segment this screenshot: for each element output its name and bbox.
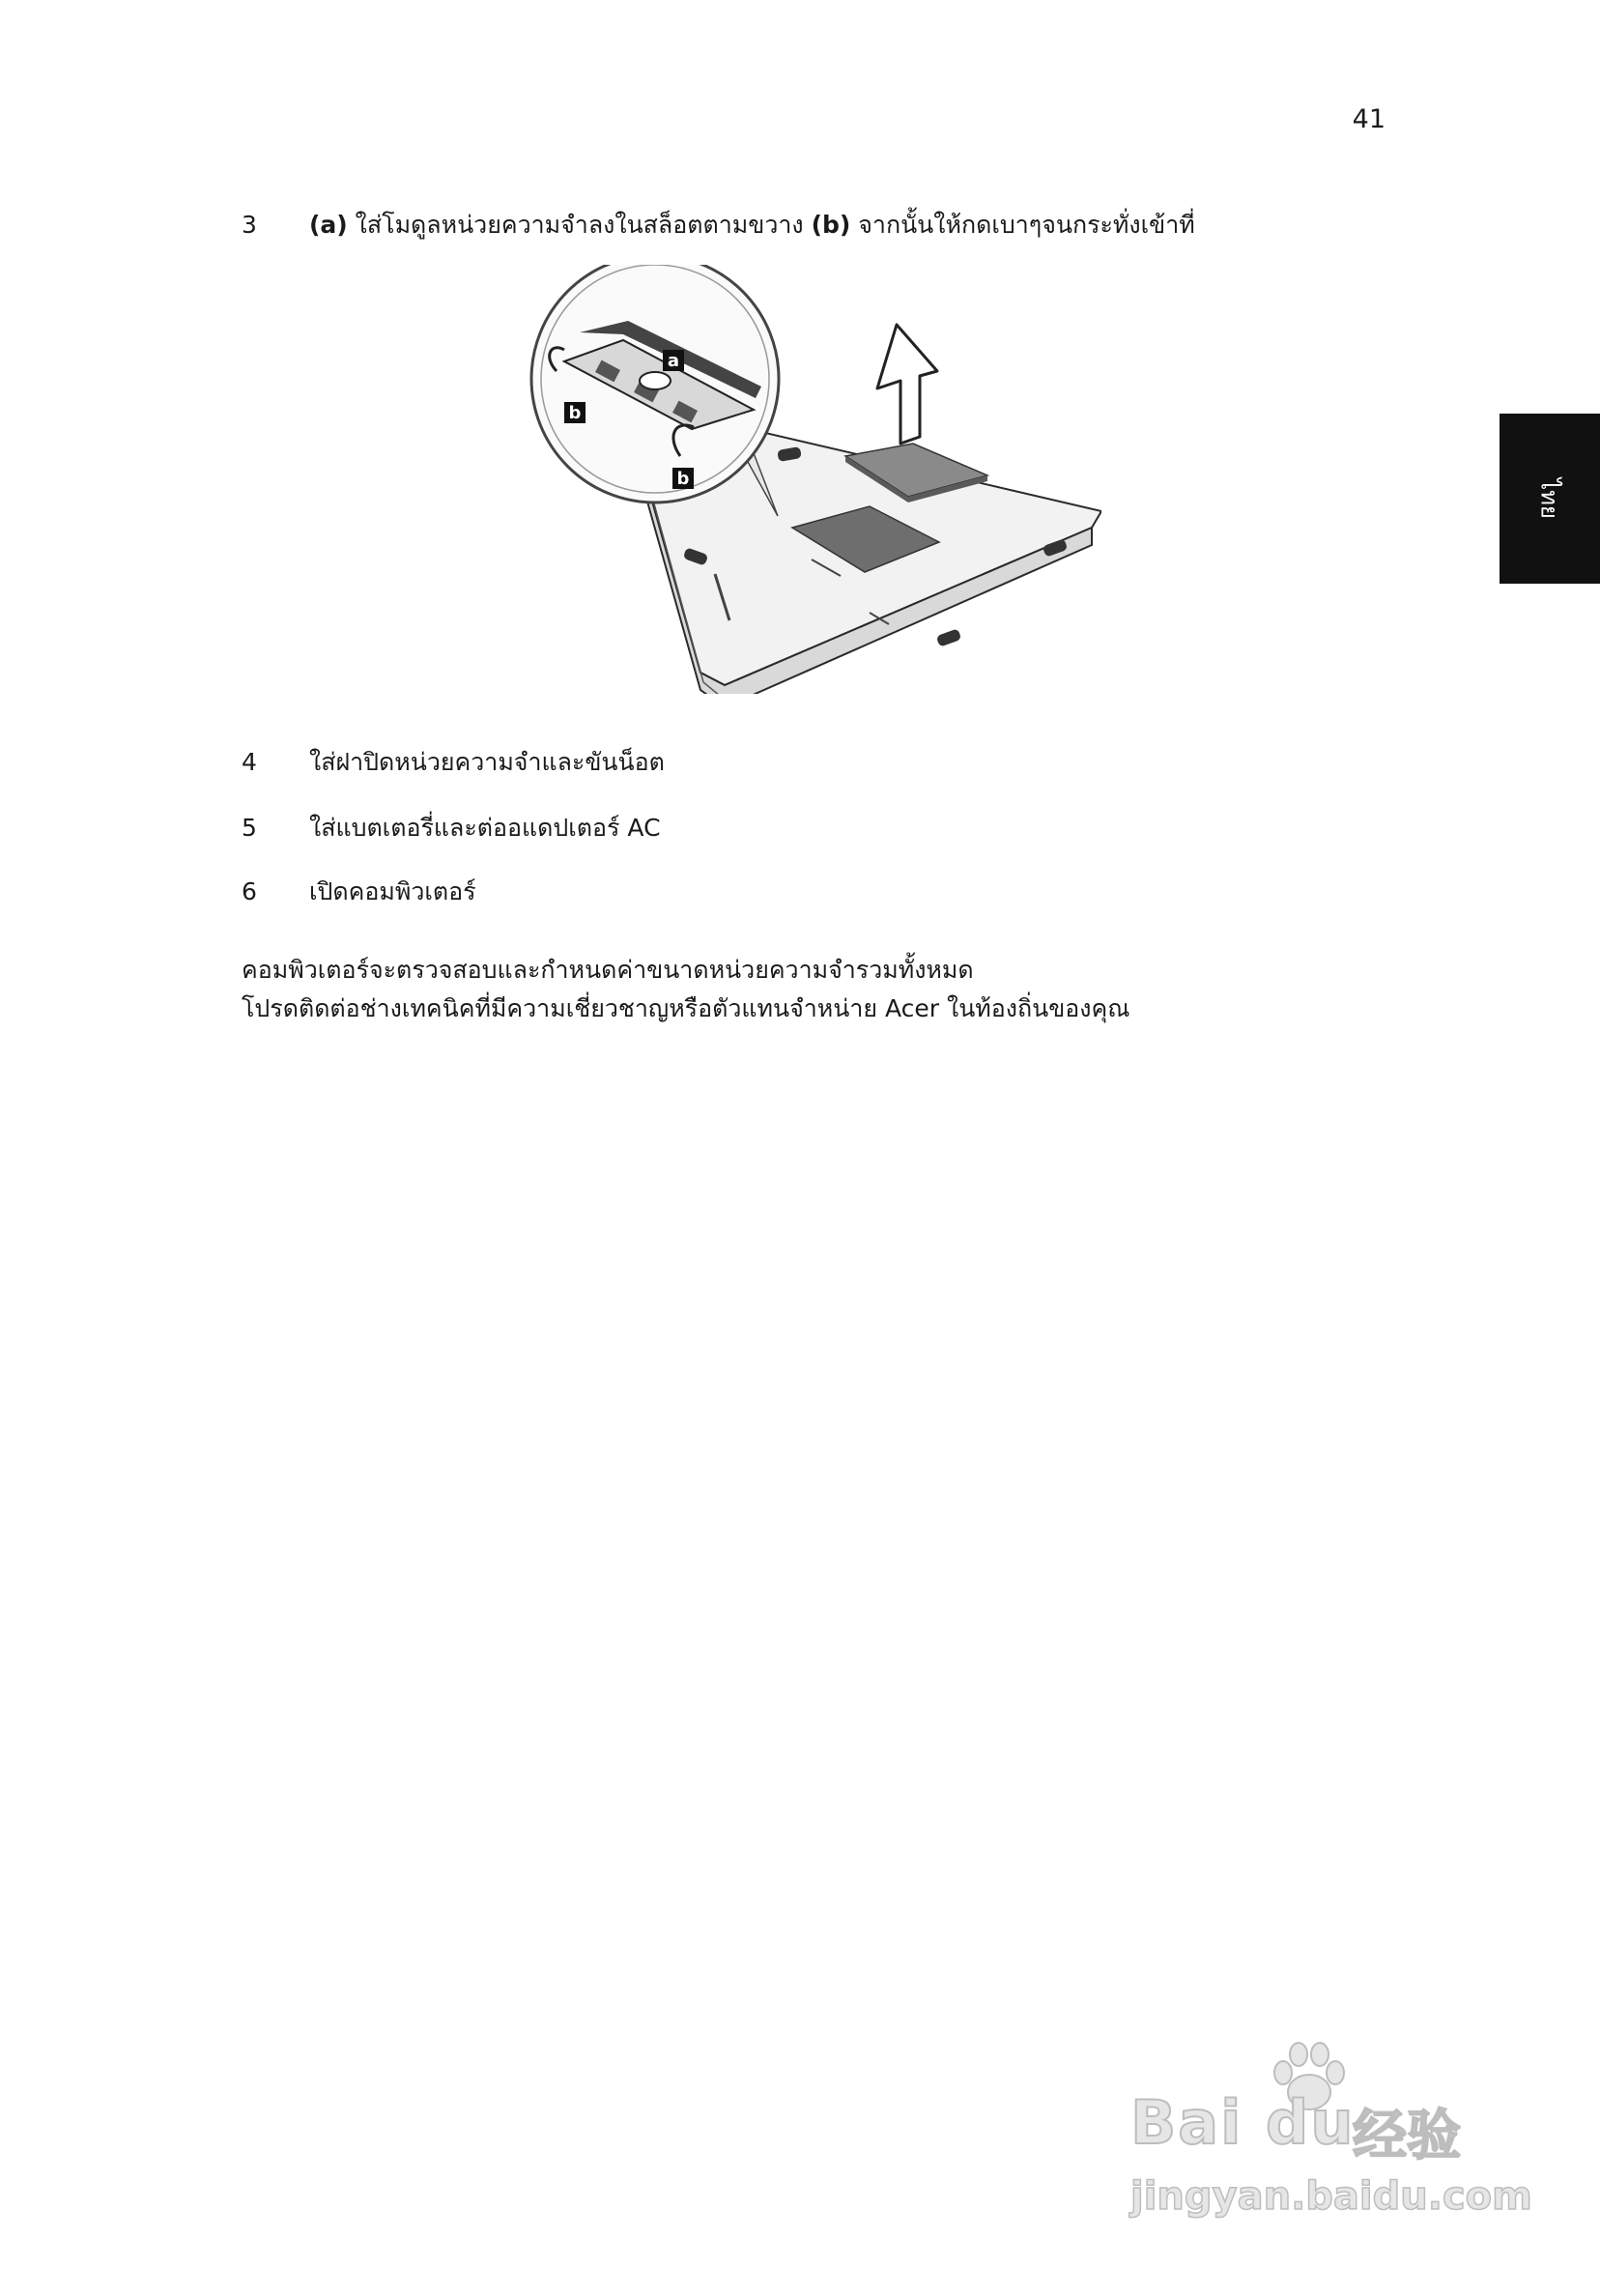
memory-install-illustration	[522, 265, 1101, 694]
step-text: เปิดคอมพิวเตอร์	[309, 877, 476, 905]
note-paragraph	[242, 951, 1129, 1028]
svg-text:a: a	[667, 351, 680, 371]
step-text-b: จากนั้นให้กดเบาๆจนกระทั่งเข้าที่	[850, 211, 1195, 239]
label-a: (a)	[309, 211, 348, 239]
svg-text:b: b	[676, 469, 690, 489]
language-tab-label: ไทย	[1535, 478, 1563, 519]
step-number: 5	[242, 814, 257, 842]
svg-text:b: b	[568, 403, 582, 423]
callout-b-left	[564, 402, 586, 423]
step-number: 4	[242, 748, 257, 776]
language-tab	[1500, 414, 1600, 584]
watermark-url: jingyan.baidu.com	[1130, 2174, 1532, 2219]
note-line-2: โปรดติดต่อช่างเทคนิคที่มีความเชี่ยวชาญหรือตัวแทนจำหน่าย Acer ในท้องถิ่นของคุณ	[242, 994, 1130, 1022]
note-line-1: คอมพิวเตอร์จะตรวจสอบและกำหนดค่าขนาดหน่วยความจำรวมทั้งหมด	[242, 956, 974, 984]
step-text	[309, 209, 1195, 242]
step-number: 3	[242, 211, 257, 239]
page-number: 41	[1352, 104, 1386, 134]
callout-b-bottom	[672, 468, 694, 489]
watermark-logo: Bai du	[1130, 2087, 1356, 2158]
baidu-watermark	[1121, 2039, 1532, 2232]
callout-a	[663, 350, 684, 371]
step-text: ใส่ฝาปิดหน่วยความจำและขันน็อต	[309, 748, 665, 776]
step-number: 6	[242, 877, 257, 905]
step-text-a: ใส่โมดูลหน่วยความจำลงในสล็อตตามขวาง	[347, 211, 812, 239]
step-text: ใส่แบตเตอรี่และต่ออแดปเตอร์ AC	[309, 814, 661, 842]
watermark-cn: 经验	[1353, 2105, 1461, 2167]
label-b: (b)	[811, 211, 851, 239]
